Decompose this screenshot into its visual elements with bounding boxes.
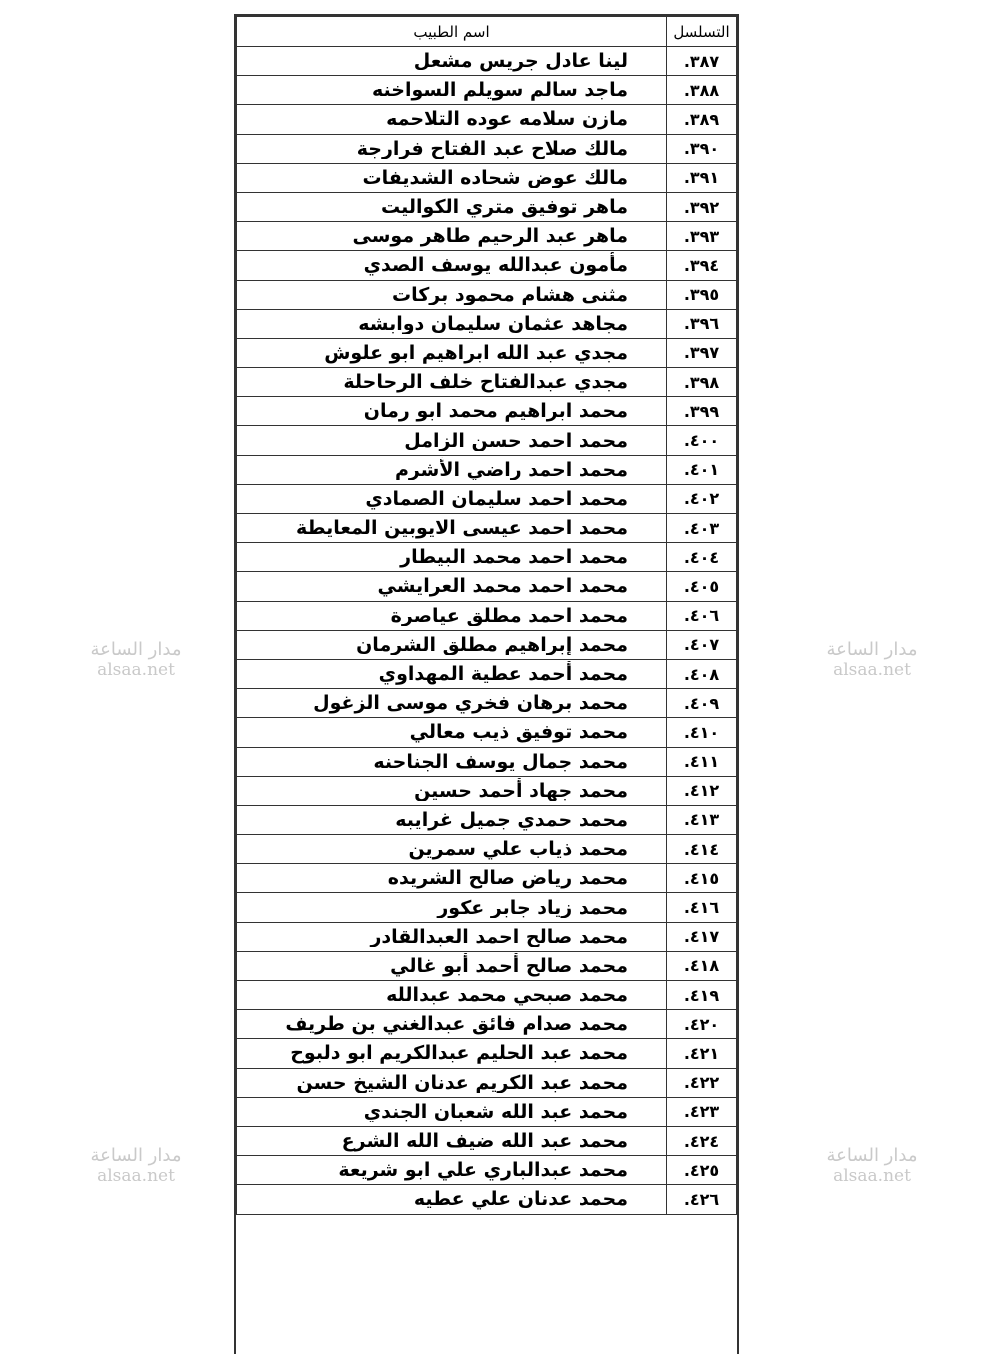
row-doctor-name: ماهر عبد الرحيم طاهر موسى (237, 222, 667, 251)
row-doctor-name: مجاهد عثمان سليمان دوابشه (237, 309, 667, 338)
row-doctor-name: محمد جمال يوسف الجناحنه (237, 747, 667, 776)
table-row (237, 1126, 737, 1155)
row-doctor-name: محمد صبحي محمد عبدالله (237, 981, 667, 1010)
row-doctor-name: محمد ابراهيم محمد ابو رمان (237, 397, 667, 426)
row-seq-number: ٣٩٥. (667, 280, 737, 309)
row-doctor-name: ماجد سالم سويلم السواخنه (237, 76, 667, 105)
row-doctor-name: محمد عبد الله ضيف الله الشرع (237, 1126, 667, 1155)
row-doctor-name: مازن سلامه عوده التلاحمه (237, 105, 667, 134)
watermark-latin: alsaa.net (833, 660, 911, 680)
row-doctor-name: مأمون عبدالله يوسف الصدي (237, 251, 667, 280)
row-seq-number: ٤٢١. (667, 1039, 737, 1068)
row-doctor-name: محمد احمد عيسى الايوبين المعايطة (237, 514, 667, 543)
table-row (237, 572, 737, 601)
watermark-latin: alsaa.net (97, 1166, 175, 1186)
row-seq-number: ٤٠٤. (667, 543, 737, 572)
row-seq-number: ٤١٦. (667, 893, 737, 922)
table-row (237, 1097, 737, 1126)
row-doctor-name: محمد أحمد عطية المهداوي (237, 659, 667, 688)
table-row (237, 835, 737, 864)
table-row (237, 192, 737, 221)
row-doctor-name: ماهر توفيق متري الكواليت (237, 192, 667, 221)
table-row (237, 338, 737, 367)
row-doctor-name: محمد جهاد أحمد حسين (237, 776, 667, 805)
table-row (237, 1010, 737, 1039)
row-doctor-name: محمد احمد راضي الأشرم (237, 455, 667, 484)
row-doctor-name: مجدي عبدالفتاح خلف الرحاحلة (237, 368, 667, 397)
row-seq-number: ٤٠٩. (667, 689, 737, 718)
table-row (237, 601, 737, 630)
row-seq-number: ٣٨٨. (667, 76, 737, 105)
header-seq: التسلسل (667, 17, 737, 47)
row-seq-number: ٤٠٣. (667, 514, 737, 543)
row-seq-number: ٣٩١. (667, 163, 737, 192)
watermark-arabic: مدار الساعة (826, 639, 918, 660)
row-doctor-name: محمد زياد جابر عكور (237, 893, 667, 922)
table-row (237, 514, 737, 543)
row-doctor-name: محمد ذياب علي سمرين (237, 835, 667, 864)
row-doctor-name: مالك عوض شحاده الشديفات (237, 163, 667, 192)
table-row (237, 864, 737, 893)
row-seq-number: ٤٢٢. (667, 1068, 737, 1097)
row-seq-number: ٤١٩. (667, 981, 737, 1010)
watermark-left-2 (86, 1146, 186, 1186)
row-doctor-name: مجدي عبد الله ابراهيم ابو علوش (237, 338, 667, 367)
row-seq-number: ٤٠٠. (667, 426, 737, 455)
watermark-right-2 (822, 1146, 922, 1186)
row-seq-number: ٤١٠. (667, 718, 737, 747)
row-seq-number: ٣٩٨. (667, 368, 737, 397)
row-seq-number: ٤٠١. (667, 455, 737, 484)
doctors-table (236, 16, 737, 1215)
table-row (237, 368, 737, 397)
table-row (237, 280, 737, 309)
row-doctor-name: محمد صدام فائق عبدالغني بن طريف (237, 1010, 667, 1039)
table-body (237, 47, 737, 1215)
table-row (237, 309, 737, 338)
row-doctor-name: محمد صالح أحمد أبو غالي (237, 951, 667, 980)
row-seq-number: ٤١٣. (667, 805, 737, 834)
table-row (237, 776, 737, 805)
doctors-table-frame (234, 14, 739, 1354)
row-doctor-name: محمد عبدالباري علي ابو شريعة (237, 1156, 667, 1185)
row-seq-number: ٤٠٧. (667, 630, 737, 659)
row-seq-number: ٤١٨. (667, 951, 737, 980)
row-seq-number: ٤١٤. (667, 835, 737, 864)
table-row (237, 455, 737, 484)
table-row (237, 163, 737, 192)
row-seq-number: ٣٩٣. (667, 222, 737, 251)
row-doctor-name: محمد برهان فخري موسى الزغول (237, 689, 667, 718)
watermark-arabic: مدار الساعة (826, 1145, 918, 1166)
row-doctor-name: محمد توفيق ذيب معالي (237, 718, 667, 747)
table-row (237, 893, 737, 922)
row-doctor-name: محمد احمد محمد البيطار (237, 543, 667, 572)
row-seq-number: ٤٢٦. (667, 1185, 737, 1214)
table-row (237, 659, 737, 688)
row-doctor-name: محمد احمد سليمان الصمادي (237, 484, 667, 513)
row-doctor-name: مالك صلاح عبد الفتاح فرارجة (237, 134, 667, 163)
row-doctor-name: محمد صالح احمد العبدالقادر (237, 922, 667, 951)
row-seq-number: ٣٩٩. (667, 397, 737, 426)
table-row (237, 922, 737, 951)
table-row (237, 47, 737, 76)
table-row (237, 1156, 737, 1185)
row-seq-number: ٣٩٧. (667, 338, 737, 367)
row-seq-number: ٤٢٤. (667, 1126, 737, 1155)
row-seq-number: ٤٠٢. (667, 484, 737, 513)
row-doctor-name: محمد عبد الكريم عدنان الشيخ حسن (237, 1068, 667, 1097)
row-doctor-name: محمد احمد مطلق عياصرة (237, 601, 667, 630)
table-row (237, 1068, 737, 1097)
table-row (237, 251, 737, 280)
table-row (237, 981, 737, 1010)
watermark-arabic: مدار الساعة (90, 639, 182, 660)
table-row (237, 426, 737, 455)
table-row (237, 222, 737, 251)
row-doctor-name: محمد عبد الحليم عبدالكريم ابو دلبوح (237, 1039, 667, 1068)
row-seq-number: ٣٩٠. (667, 134, 737, 163)
row-doctor-name: محمد عبد الله شعبان الجندي (237, 1097, 667, 1126)
watermark-arabic: مدار الساعة (90, 1145, 182, 1166)
table-row (237, 134, 737, 163)
table-row (237, 543, 737, 572)
row-doctor-name: محمد عدنان علي عطيه (237, 1185, 667, 1214)
row-seq-number: ٤٠٥. (667, 572, 737, 601)
row-doctor-name: محمد رياض صالح الشريده (237, 864, 667, 893)
table-row (237, 1185, 737, 1214)
watermark-latin: alsaa.net (833, 1166, 911, 1186)
header-name: اسم الطبيب (237, 17, 667, 47)
watermark-latin: alsaa.net (97, 660, 175, 680)
row-seq-number: ٣٩٦. (667, 309, 737, 338)
row-seq-number: ٤٠٦. (667, 601, 737, 630)
row-doctor-name: محمد احمد حسن الزامل (237, 426, 667, 455)
row-seq-number: ٤٠٨. (667, 659, 737, 688)
table-row (237, 397, 737, 426)
row-seq-number: ٤٢٠. (667, 1010, 737, 1039)
row-seq-number: ٤١٥. (667, 864, 737, 893)
table-row (237, 718, 737, 747)
table-row (237, 105, 737, 134)
table-row (237, 630, 737, 659)
row-doctor-name: محمد حمدي جميل غرايبه (237, 805, 667, 834)
row-seq-number: ٤١١. (667, 747, 737, 776)
row-doctor-name: لينا عادل جريس مشعل (237, 47, 667, 76)
row-seq-number: ٤١٧. (667, 922, 737, 951)
watermark-left-1 (86, 640, 186, 680)
row-doctor-name: محمد إبراهيم مطلق الشرمان (237, 630, 667, 659)
table-row (237, 484, 737, 513)
row-seq-number: ٤٢٣. (667, 1097, 737, 1126)
table-row (237, 951, 737, 980)
row-seq-number: ٤٢٥. (667, 1156, 737, 1185)
row-seq-number: ٤١٢. (667, 776, 737, 805)
row-doctor-name: محمد احمد محمد العرايشي (237, 572, 667, 601)
row-seq-number: ٣٨٩. (667, 105, 737, 134)
table-row (237, 805, 737, 834)
table-row (237, 76, 737, 105)
table-row (237, 1039, 737, 1068)
table-row (237, 689, 737, 718)
watermark-right-1 (822, 640, 922, 680)
row-doctor-name: مثنى هشام محمود بركات (237, 280, 667, 309)
row-seq-number: ٣٩٢. (667, 192, 737, 221)
row-seq-number: ٣٨٧. (667, 47, 737, 76)
table-row (237, 747, 737, 776)
row-seq-number: ٣٩٤. (667, 251, 737, 280)
table-header-row (237, 17, 737, 47)
